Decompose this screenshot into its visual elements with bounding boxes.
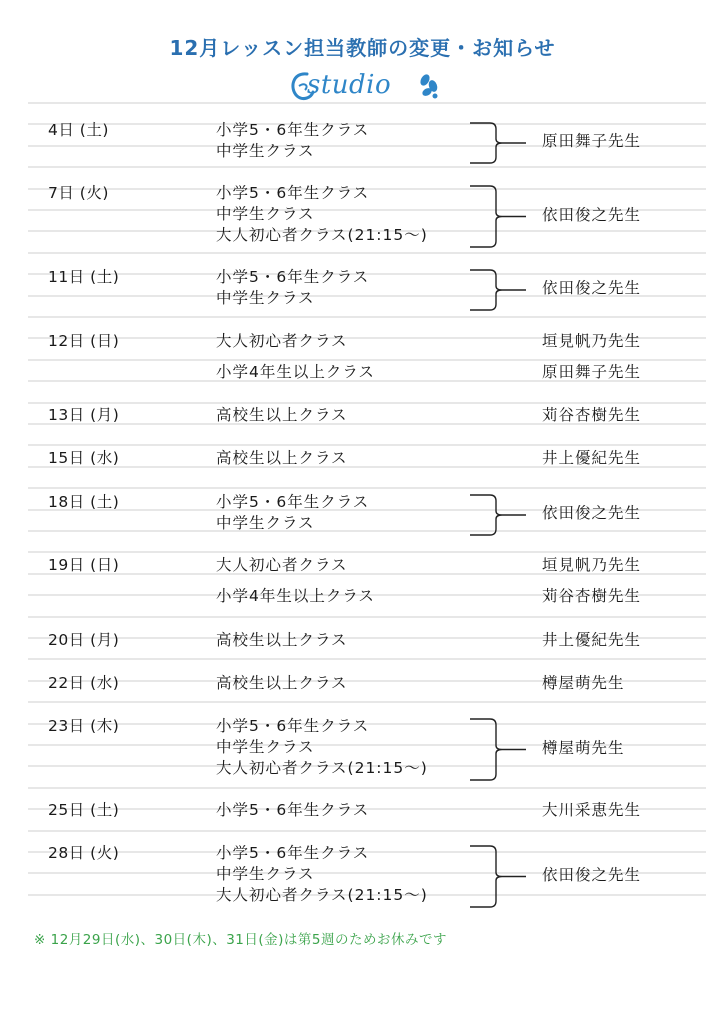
row-teacher: 苅谷杏樹先生 <box>542 406 642 424</box>
holiday-footnote: ※ 12月29日(水)、30日(木)、31日(金)は第5週のためお休みです <box>34 932 448 948</box>
row-date: 23日 (木) <box>48 717 120 735</box>
row-date: 12日 (日) <box>48 332 120 350</box>
row-class: 高校生以上クラス <box>216 449 348 467</box>
row-class: 高校生以上クラス <box>216 674 348 692</box>
logo-text: studio <box>307 70 392 100</box>
row-teacher: 樽屋萌先生 <box>542 738 625 757</box>
row-date: 7日 (火) <box>48 184 109 202</box>
row-class: 大人初心者クラス <box>216 332 348 350</box>
row-teacher: 依田俊之先生 <box>542 504 642 522</box>
row-class: 小学5・6年生クラス <box>216 493 370 511</box>
row-teacher: 依田俊之先生 <box>542 279 642 297</box>
row-teacher: 樽屋萌先生 <box>542 674 625 692</box>
bracket-icon <box>470 269 530 311</box>
row-teacher: 苅谷杏樹先生 <box>542 587 642 605</box>
bracket-icon <box>470 494 530 536</box>
row-class: 大人初心者クラス(21:15～) <box>216 226 428 244</box>
row-class: 中学生クラス <box>216 514 315 532</box>
row-teacher: 原田舞子先生 <box>542 363 642 381</box>
row-class: 大人初心者クラス(21:15～) <box>216 759 428 777</box>
row-teacher: 垣見帆乃先生 <box>542 332 642 350</box>
row-date: 18日 (土) <box>48 493 120 511</box>
row-class: 中学生クラス <box>216 289 315 307</box>
row-date: 4日 (土) <box>48 121 109 139</box>
row-teacher: 大川采恵先生 <box>542 801 642 819</box>
row-date: 25日 (土) <box>48 801 120 819</box>
page-title: 12月レッスン担当教師の変更・お知らせ <box>169 36 556 60</box>
row-class: 高校生以上クラス <box>216 631 348 649</box>
bracket-icon <box>470 718 530 781</box>
bracket-icon <box>470 185 530 248</box>
row-date: 22日 (水) <box>48 674 120 692</box>
row-class: 大人初心者クラス(21:15～) <box>216 886 428 904</box>
row-date: 20日 (月) <box>48 631 120 649</box>
row-date: 19日 (日) <box>48 556 120 574</box>
row-class: 中学生クラス <box>216 205 315 223</box>
row-class: 小学5・6年生クラス <box>216 121 370 139</box>
row-date: 15日 (水) <box>48 449 120 467</box>
row-teacher: 依田俊之先生 <box>542 865 642 884</box>
row-teacher: 井上優紀先生 <box>542 449 642 467</box>
row-class: 小学5・6年生クラス <box>216 801 370 819</box>
studio-logo <box>287 66 447 106</box>
row-class: 小学5・6年生クラス <box>216 268 370 286</box>
row-class: 大人初心者クラス <box>216 556 348 574</box>
row-class: 中学生クラス <box>216 142 315 160</box>
row-class: 小学4年生以上クラス <box>216 587 375 605</box>
row-date: 11日 (土) <box>48 268 120 286</box>
bracket-icon <box>470 845 530 908</box>
row-class: 中学生クラス <box>216 738 315 756</box>
row-teacher: 依田俊之先生 <box>542 205 642 224</box>
bracket-icon <box>470 122 530 164</box>
row-teacher: 垣見帆乃先生 <box>542 556 642 574</box>
row-class: 中学生クラス <box>216 865 315 883</box>
row-teacher: 原田舞子先生 <box>542 132 642 150</box>
row-teacher: 井上優紀先生 <box>542 631 642 649</box>
row-class: 小学5・6年生クラス <box>216 717 370 735</box>
row-class: 小学5・6年生クラス <box>216 844 370 862</box>
row-class: 小学4年生以上クラス <box>216 363 375 381</box>
row-date: 13日 (月) <box>48 406 120 424</box>
row-date: 28日 (火) <box>48 844 120 862</box>
row-class: 高校生以上クラス <box>216 406 348 424</box>
row-class: 小学5・6年生クラス <box>216 184 370 202</box>
